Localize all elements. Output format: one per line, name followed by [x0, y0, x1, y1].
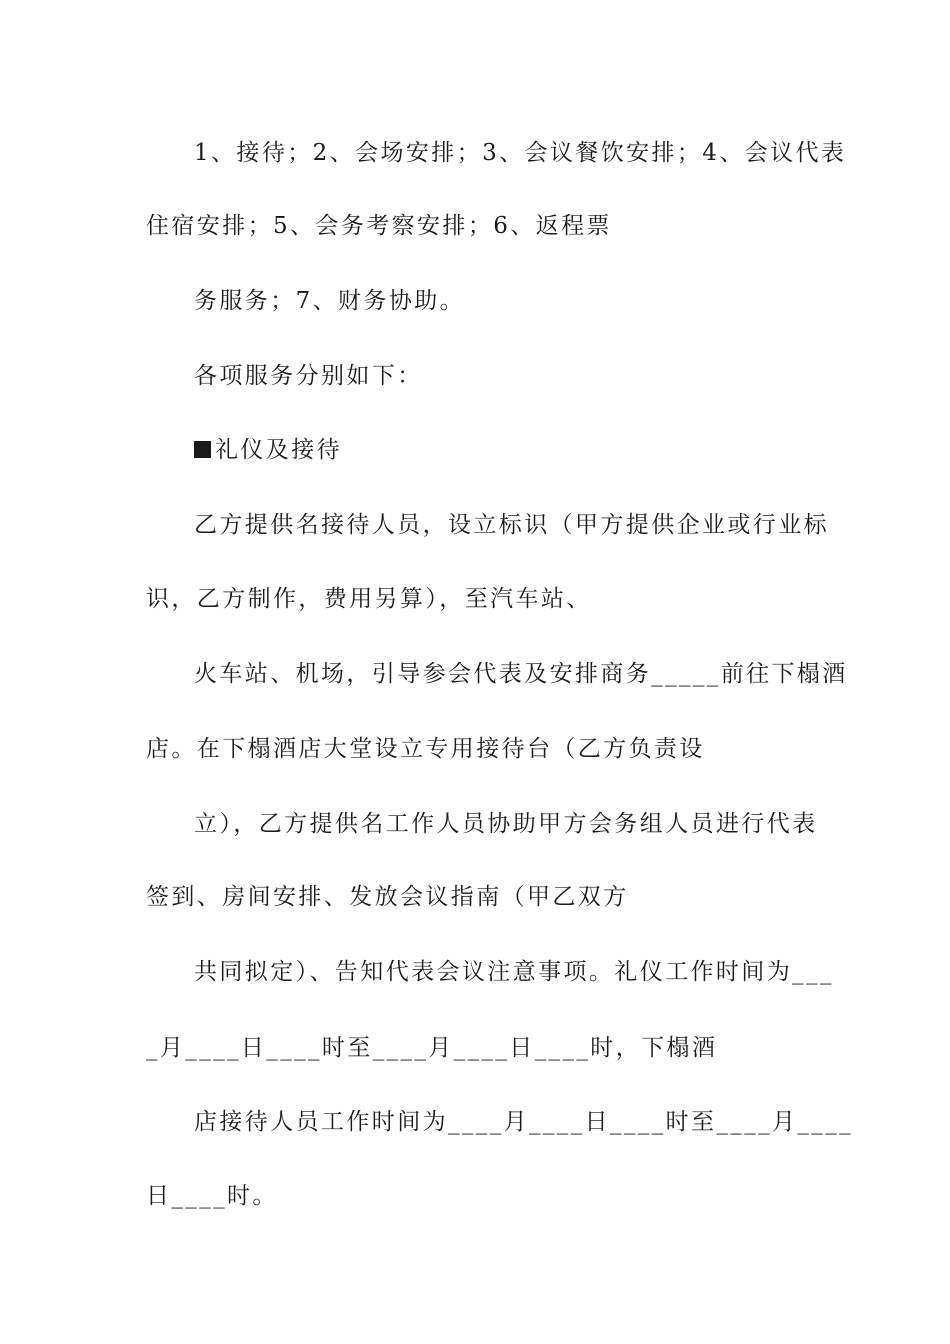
text-line-2: 住宿安排；5、会务考察安排；6、返程票	[146, 213, 612, 239]
text-line-6: 乙方提供名接待人员，设立标识（甲方提供企业或行业标	[194, 512, 829, 538]
text-line-4: 各项服务分别如下：	[194, 363, 423, 389]
text-line-9: 店。在下榻酒店大堂设立专用接待台（乙方负责设	[146, 736, 705, 762]
text-line-13: _月____日____时至____月____日____时，下榻酒	[146, 1035, 718, 1061]
text-line-11: 签到、房间安排、发放会议指南（甲乙双方	[146, 884, 629, 910]
text-line-12: 共同拟定）、告知代表会议注意事项。礼仪工作时间为___	[194, 959, 834, 985]
text-line-10: 立），乙方提供名工作人员协助甲方会务组人员进行代表	[194, 811, 818, 837]
text-line-14: 店接待人员工作时间为____月____日____时至____月____	[194, 1109, 853, 1135]
text-line-3: 务服务；7、财务协助。	[194, 288, 466, 314]
black-square-icon	[194, 441, 211, 458]
text-line-7: 识，乙方制作，费用另算），至汽车站、	[146, 586, 592, 612]
section-heading	[194, 435, 808, 465]
text-line-8: 火车站、机场，引导参会代表及安排商务_____前往下榻酒	[194, 661, 848, 687]
text-line-1: 1、接待；2、会场安排；3、会议餐饮安排；4、会议代表	[194, 140, 847, 166]
section-heading-text: 礼仪及接待	[215, 437, 342, 463]
text-line-15: 日____时。	[146, 1183, 278, 1209]
